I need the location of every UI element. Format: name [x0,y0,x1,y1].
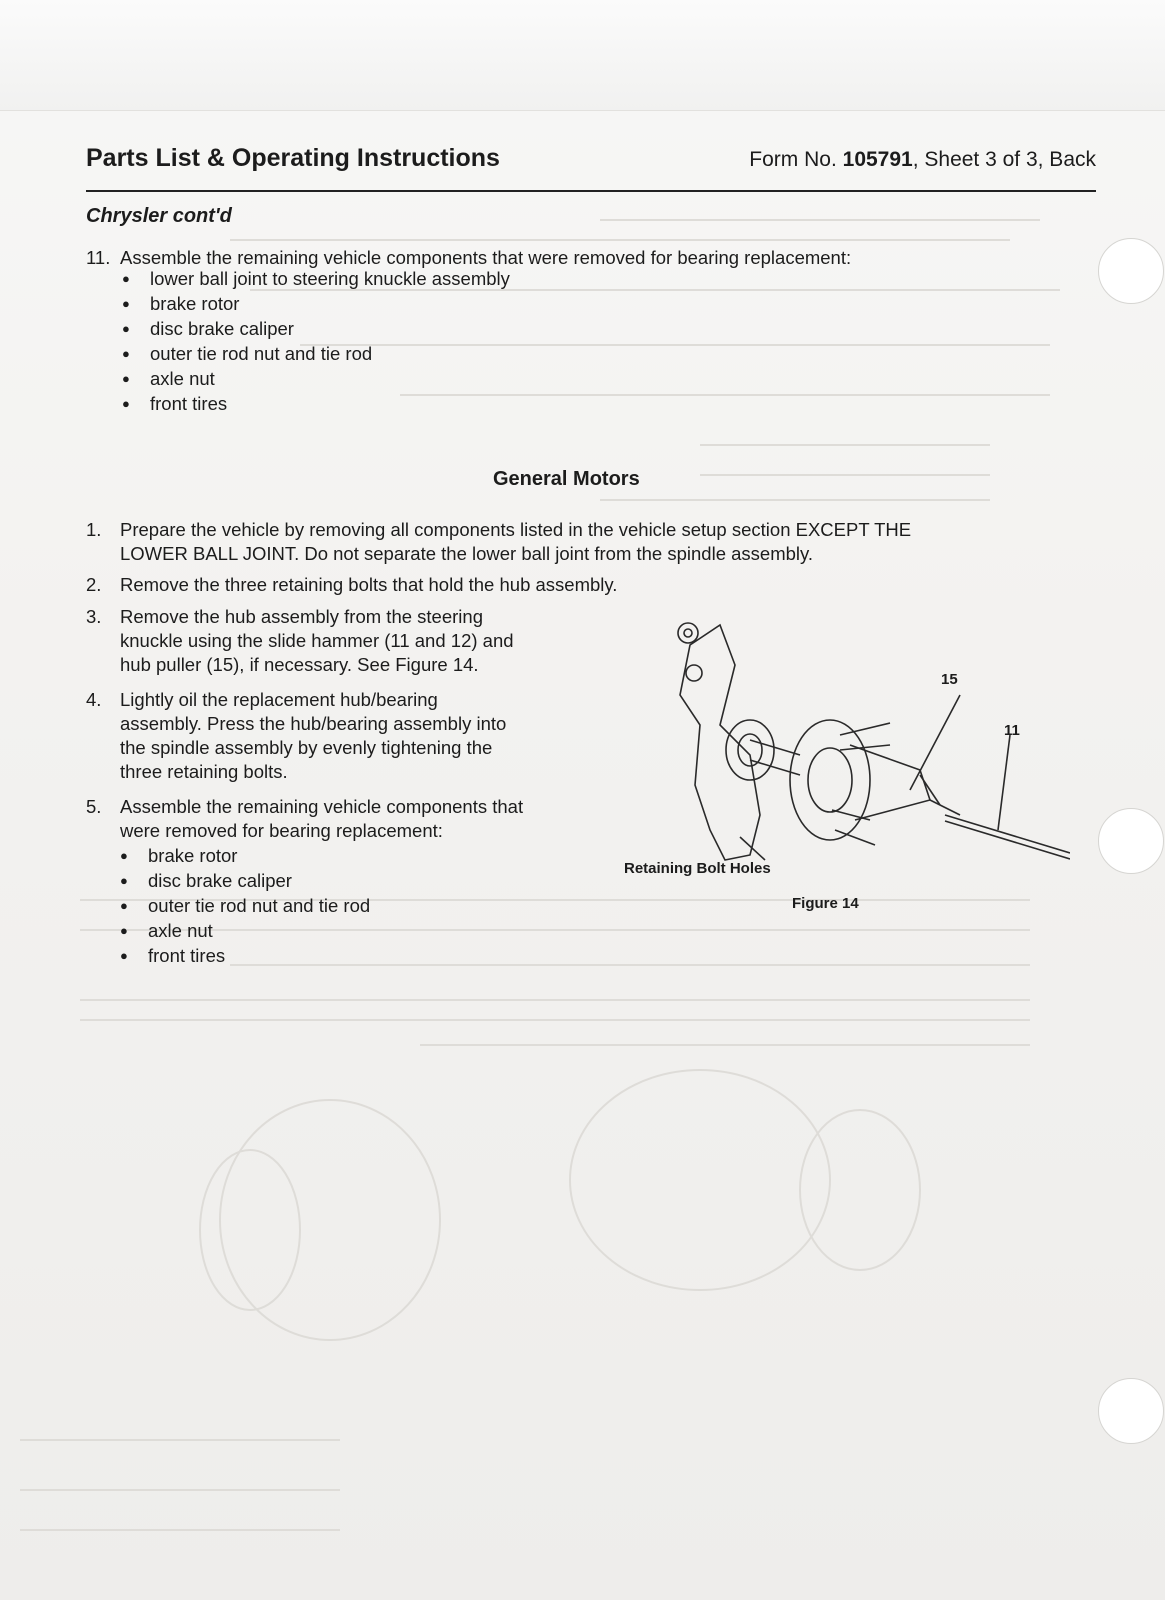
step-line: hub puller (15), if necessary. See Figure 14. [120,654,479,675]
gm-step-2 [86,573,1086,599]
document-header [86,142,1096,192]
caption-retaining-bolt-holes: Retaining Bolt Holes [624,860,771,877]
step-line: Lightly oil the replacement hub/bearing [120,689,438,710]
list-item: ● disc brake caliper [114,868,534,893]
list-item: ● outer tie rod nut and tie rod [114,893,534,918]
step-line: Assemble the remaining vehicle components that [120,796,524,817]
step-line: the spindle assembly by evenly tightening the [120,737,493,758]
step-number: 2. [86,574,102,595]
list-item: ● brake rotor [116,291,676,316]
step-line: Remove the three retaining bolts that hold the hub assembly. [120,574,618,595]
step-line: knuckle using the slide hammer (11 and 12) and [120,630,514,651]
step-number: 1. [86,519,102,540]
figure-caption: Figure 14 [792,895,859,912]
step-number: 5. [86,796,102,817]
gm-step-1 [86,518,1086,568]
figure-14 [600,605,1070,925]
list-item: ● front tires [116,391,676,416]
section-title-chrysler: Chrysler cont'd [86,205,232,227]
gm-step-4 [86,688,596,788]
list-item: ● brake rotor [114,843,534,868]
callout-11: 11 [1004,722,1020,739]
step-line: were removed for bearing replacement: [120,820,443,841]
form-number: 105791 [842,148,913,171]
form-prefix: Form No. [749,148,843,171]
list-item: ● lower ball joint to steering knuckle assembly [116,266,676,291]
step-text: Assemble the remaining vehicle components that were removed for bearing replacement: [120,247,852,268]
document-title: Parts List & Operating Instructions [86,144,500,172]
callout-15: 15 [941,671,958,688]
step-line: Prepare the vehicle by removing all components listed in the vehicle setup section EXCEPT THE [120,519,912,540]
step-line: Remove the hub assembly from the steering [120,606,483,627]
step-number: 11. [86,247,111,268]
gm-component-list [114,843,534,968]
section-title-general-motors: General Motors [493,468,640,490]
gm-step-5 [86,795,596,845]
list-item: ● front tires [114,943,534,968]
step-number: 4. [86,689,102,710]
list-item: ● outer tie rod nut and tie rod [116,341,676,366]
form-suffix: , Sheet 3 of 3, Back [912,148,1096,171]
step-line: three retaining bolts. [120,761,288,782]
hub-puller-illustration [600,605,1070,925]
chrysler-component-list [116,266,676,416]
form-number-line [749,148,1096,172]
list-item: ● disc brake caliper [116,316,676,341]
list-item: ● axle nut [114,918,534,943]
step-number: 3. [86,606,102,627]
step-line: assembly. Press the hub/bearing assembly into [120,713,507,734]
gm-step-3 [86,605,596,680]
step-line: LOWER BALL JOINT. Do not separate the lower ball joint from the spindle assembly. [120,543,814,564]
list-item: ● axle nut [116,366,676,391]
